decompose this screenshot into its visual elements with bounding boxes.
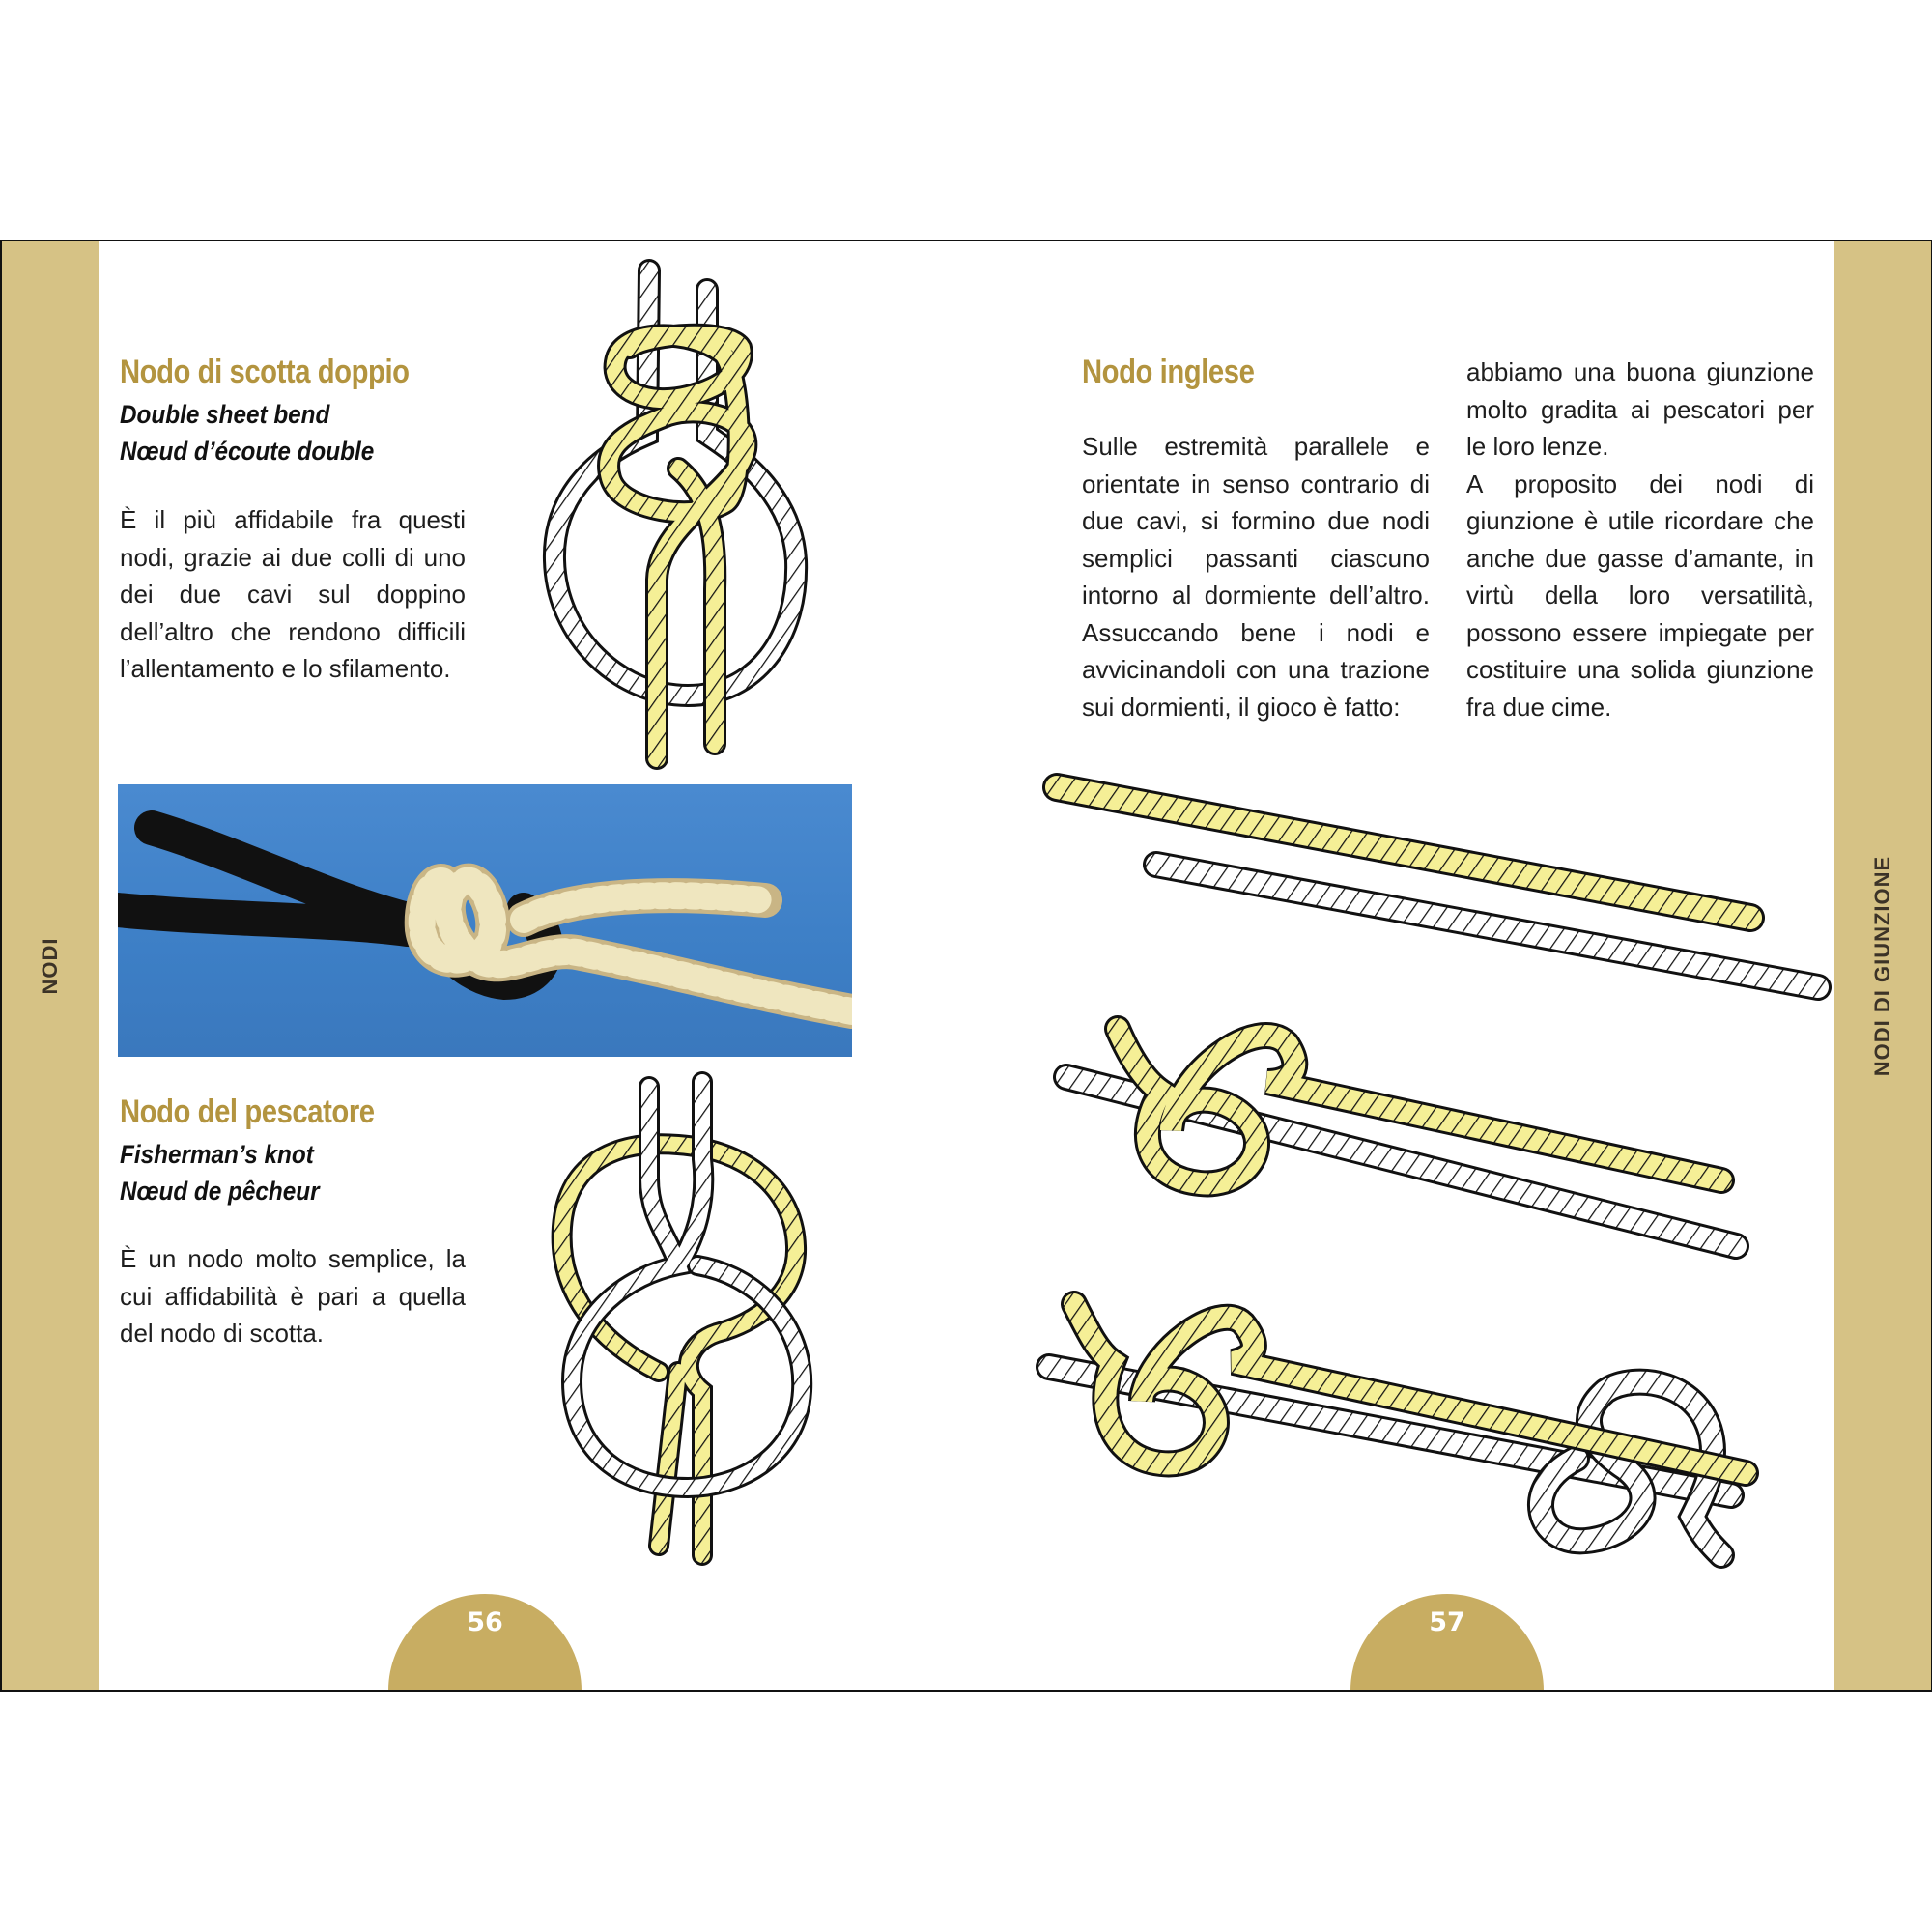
subtitle-english: Double sheet bend [120,400,330,429]
page-number: 56 [467,1607,503,1637]
page-number: 57 [1429,1607,1465,1637]
subtitle-english: Fisherman’s knot [120,1140,314,1169]
page-number-tab-right [1350,1594,1544,1690]
fishermans-knot-illustration [543,1082,823,1565]
body-column-2 [1466,354,1814,725]
paragraph: È un nodo molto semplice, la cui affidabilità è pari a quella del nodo di scotta. [120,1244,466,1348]
page-number-tab-left [388,1594,582,1690]
right-sidebar [1834,242,1931,1690]
title-fishermans-knot: Nodo del pescatore [120,1094,375,1130]
step-1-parallel-ropes-illustration [1036,763,1837,1005]
step-2-first-overhand-illustration [1055,1014,1828,1265]
double-sheet-bend-photo [118,784,852,1057]
subtitle-french: Nœud d’écoute double [120,437,375,466]
section-label-right: NODI DI GIUNZIONE [1870,855,1894,1077]
body-column-1 [1082,428,1430,725]
step-3-both-overhands-illustration [1036,1275,1837,1584]
body-double-sheet-bend [120,501,466,688]
title-nodo-inglese: Nodo inglese [1082,354,1255,390]
double-sheet-bend-illustration [543,270,833,763]
knot-photo-graphic [118,784,852,1057]
paragraph: abbiamo una buona giunzione molto gradita ai pescatori per le loro lenze. [1466,357,1814,461]
section-label-left: NODI [38,937,62,995]
paragraph: È il più affidabile fra questi nodi, grazie ai due colli di uno dei due cavi sul doppino dell’altro che rendono difficili l’allentamento e lo sfilamento. [120,505,466,683]
title-double-sheet-bend: Nodo di scotta doppio [120,354,410,390]
paragraph: A proposito dei nodi di giunzione è utile ricordare che anche due gasse d’amante, in virtù della loro versatilità, possono essere impiegate per costituire una solida giunzione fra due cime. [1466,469,1814,722]
subtitle-french: Nœud de pêcheur [120,1177,320,1206]
body-fishermans-knot [120,1240,466,1352]
left-sidebar [2,242,99,1690]
book-spread [0,240,1932,1692]
paragraph: Sulle estremità parallele e orientate in senso contrario di due cavi, si formino due nodi semplici passanti ciascuno intorno al dormiente dell’altro. Assuccando bene i nodi e avvicinandoli con una trazione sui dormienti, il gioco è fatto: [1082,432,1430,722]
